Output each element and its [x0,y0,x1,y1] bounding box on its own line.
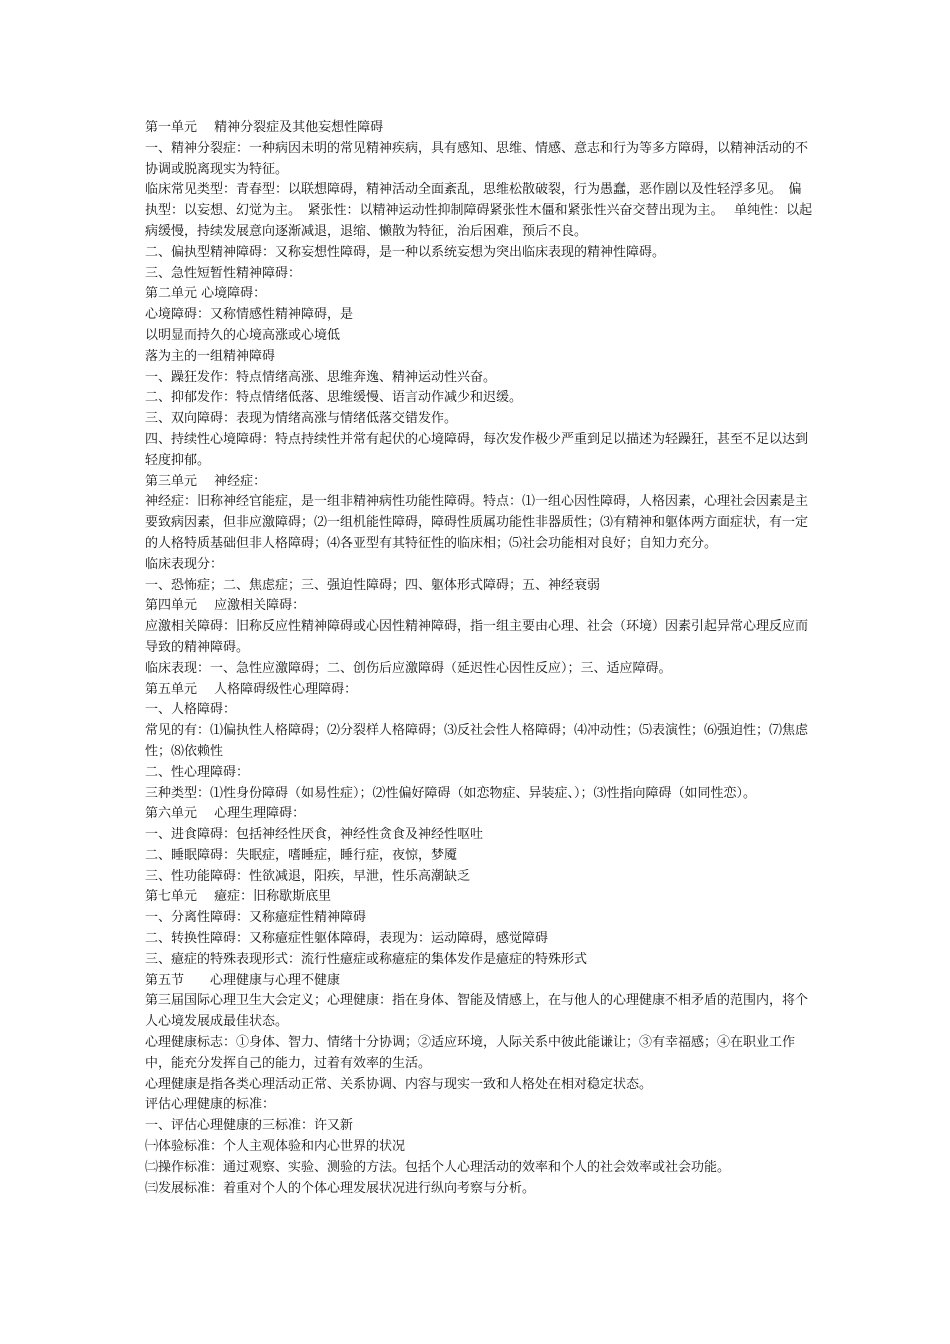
paragraph: ㈢发展标准：着重对个人的个体心理发展状况进行纵向考察与分析。 [145,1180,536,1196]
paragraph: 二、性心理障碍： [145,764,250,780]
paragraph: 三、双向障碍：表现为情绪高涨与情绪低落交错发作。 [145,411,458,427]
paragraph: 一、分离性障碍：又称癔症性精神障碍 [145,910,367,926]
paragraph: 二、抑郁发作：特点情绪低落、思维缓慢、语言动作减少和迟缓。 [145,390,523,406]
paragraph: 心理健康标志：①身体、智力、情绪十分协调；②适应环境，人际关系中彼此能谦让；③有幸福感；④在职业工作中，能充分发挥自己的能力，过着有效率的生活。 [145,1035,796,1071]
paragraph: 三、性功能障碍：性欲减退，阳疾，早泄，性乐高潮缺乏 [145,868,471,884]
paragraph: 临床表现分： [145,556,224,572]
paragraph: 四、持续性心境障碍：特点持续性并常有起伏的心境障碍，每次发作极少严重到足以描述为轻躁狂，甚至不足以达到轻度抑郁。 [145,431,809,468]
paragraph: ㈡操作标准：通过观察、实验、测验的方法。包括个人心理活动的效率和个人的社会效率或社会功能。 [145,1159,731,1175]
paragraph: 落为主的一组精神障碍 [145,348,276,364]
paragraph: 心境障碍：又称情感性精神障碍，是 [145,307,354,323]
paragraph: 以明显而持久的心境高涨或心境低 [145,327,341,343]
paragraph: 一、进食障碍：包括神经性厌食，神经性贪食及神经性呕吐 [145,827,484,843]
unit-5-heading: 第五单元 人格障碍级性心理障碍： [145,681,358,697]
paragraph: 应激相关障碍：旧称反应性精神障碍或心因性精神障碍，指一组主要由心理、社会（环境）因素引起异常心理反应而导致的精神障碍。 [145,619,809,655]
paragraph: 一、精神分裂症：一种病因未明的常见精神疾病，具有感知、思维、情感、意志和行为等多方障碍，以精神活动的不协调或脱离现实为特征。 [145,140,809,177]
document-body [145,118,813,1199]
unit-3-heading: 第三单元 神经症： [145,473,267,489]
paragraph: 一、躁狂发作：特点情绪高涨、思维奔逸、精神运动性兴奋。 [145,369,497,385]
paragraph: 心理健康是指各类心理活动正常、关系协调、内容与现实一致和人格处在相对稳定状态。 [145,1076,653,1092]
section-5-heading: 第五节 心理健康与心理不健康 [145,972,341,988]
paragraph: 二、睡眠障碍：失眠症，嗜睡症，睡行症，夜惊，梦魇 [145,847,458,863]
paragraph: 评估心理健康的标准： [145,1097,276,1113]
paragraph: 一、人格障碍： [145,702,237,718]
unit-4-heading: 第四单元 应激相关障碍： [145,598,306,614]
paragraph: 临床表现：一、急性应激障碍；二、创伤后应激障碍（延迟性心因性反应）；三、适应障碍。 [145,660,672,676]
paragraph: 神经症：旧称神经官能症，是一组非精神病性功能性障碍。特点：⑴一组心因性障碍，人格因素，心理社会因素是主要致病因素，但非应激障碍；⑵一组机能性障碍，障碍性质属功能性非器质性；⑶有精神和躯体两方面症状，有一定的人格特质基础但非人格障碍；⑷各亚型有其特征性的临床相；⑸社会功能相对良好；自知力充分。 [145,494,809,551]
paragraph: 三种类型：⑴性身份障碍（如易性症）；⑵性偏好障碍（如恋物症、异装症、）；⑶性指向障碍（如同性恋）。 [145,785,757,801]
unit-2-heading: 第二单元 心境障碍： [145,286,267,302]
paragraph: ㈠体验标准：个人主观体验和内心世界的状况 [145,1139,406,1155]
paragraph: 临床常见类型：青春型：以联想障碍，精神活动全面紊乱，思维松散破裂，行为愚蠢，恶作剧以及性轻浮多见。 偏执型：以妄想、幻觉为主。 紧张性：以精神运动性抑制障碍紧张性木僵和紧张性兴奋交替出现为主。 单纯性：以起病缓慢，持续发展意向逐渐减退，退缩、懒散为特征，治后困难，预后不良。 [145,182,813,239]
paragraph: 三、急性短暂性精神障碍： [145,265,302,281]
paragraph: 一、评估心理健康的三标准：许又新 [145,1118,354,1134]
paragraph: 三、癔症的特殊表现形式：流行性癔症或称癔症的集体发作是癔症的特殊形式 [145,951,588,967]
unit-7-heading: 第七单元 癔症：旧称歇斯底里 [145,889,332,905]
paragraph: 二、转换性障碍：又称癔症性躯体障碍，表现为：运动障碍，感觉障碍 [145,931,549,947]
unit-6-heading: 第六单元 心理生理障碍： [145,806,306,822]
unit-1-heading: 第一单元 精神分裂症及其他妄想性障碍 [145,120,384,135]
paragraph: 第三届国际心理卫生大会定义；心理健康：指在身体、智能及情感上，在与他人的心理健康不相矛盾的范围内，将个人心境发展成最佳状态。 [145,993,809,1030]
paragraph: 二、偏执型精神障碍：又称妄想性障碍，是一种以系统妄想为突出临床表现的精神性障碍。 [145,244,666,260]
paragraph: 一、恐怖症；二、焦虑症；三、强迫性障碍；四、躯体形式障碍；五、神经衰弱 [145,577,601,593]
paragraph: 常见的有：⑴偏执性人格障碍；⑵分裂样人格障碍；⑶反社会性人格障碍；⑷冲动性；⑸表演性；⑹强迫性；⑺焦虑性；⑻依赖性 [145,723,809,759]
